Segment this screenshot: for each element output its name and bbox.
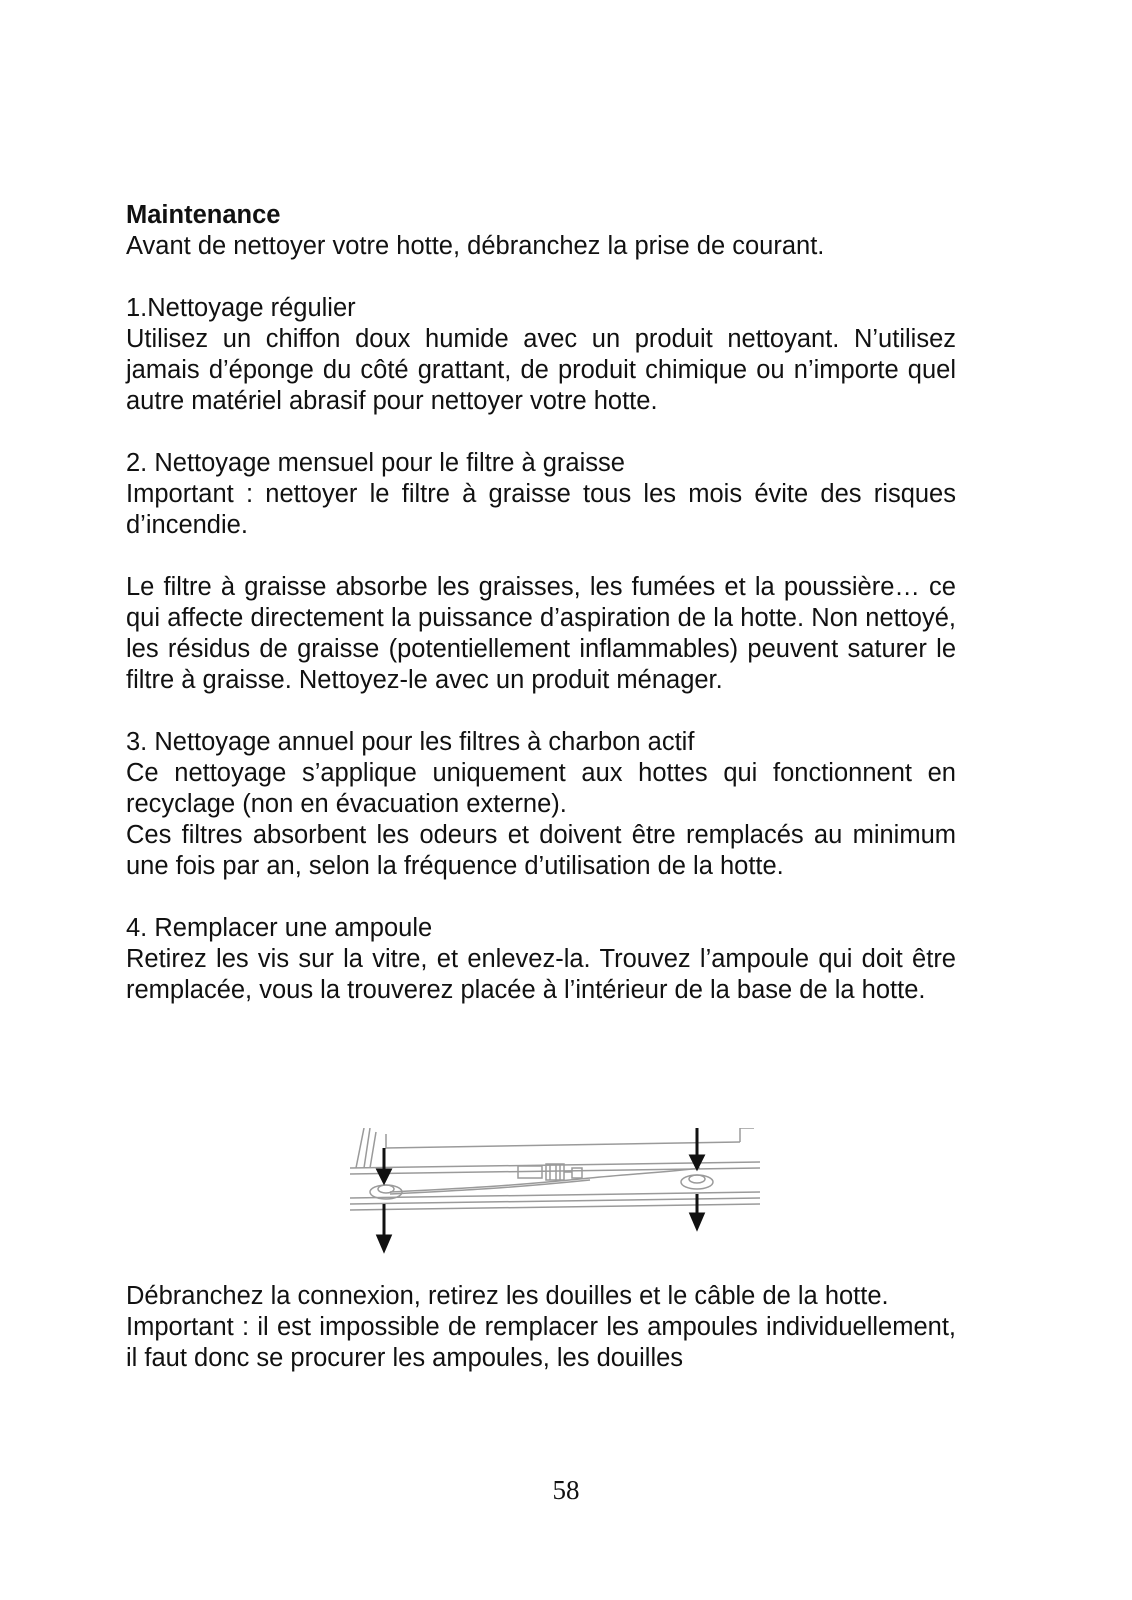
lamp-replacement-illustration	[350, 1128, 780, 1256]
section1-title: 1.Nettoyage régulier	[126, 294, 356, 322]
page-number: 58	[552, 1475, 580, 1505]
section-heading: Maintenance	[126, 201, 281, 229]
section1-text: Utilisez un chiffon doux humide avec un produit nettoyant. N’utilisez jamais d’éponge du côté grattant, de produit chimique ou n’importe quel autre matériel abrasif pour nettoyer votre hotte.	[126, 325, 956, 415]
maintenance-content	[126, 200, 956, 1006]
after-figure-content	[126, 1281, 956, 1374]
section3-text-1: Ce nettoyage s’applique uniquement aux hottes qui fonctionnent en recyclage (non en évacuation externe).	[126, 759, 956, 818]
arrow-down-icon	[691, 1214, 703, 1228]
section3-text-2: Ces filtres absorbent les odeurs et doivent être remplacés au minimum une fois par an, selon la fréquence d’utilisation de la hotte.	[126, 821, 956, 880]
spacer	[126, 696, 956, 727]
intro-text: Avant de nettoyer votre hotte, débranchez la prise de courant.	[126, 232, 825, 260]
section2-title: 2. Nettoyage mensuel pour le filtre à graisse	[126, 449, 625, 477]
arrow-down-icon	[691, 1156, 703, 1168]
section3-title: 3. Nettoyage annuel pour les filtres à charbon actif	[126, 728, 695, 756]
section4-title: 4. Remplacer une ampoule	[126, 914, 433, 942]
section4-text: Retirez les vis sur la vitre, et enlevez-la. Trouvez l’ampoule qui doit être remplacée, vous la trouverez placée à l’intérieur de la base de la hotte.	[126, 945, 956, 1004]
hood-base-diagram	[350, 1128, 780, 1256]
arrow-down-icon	[378, 1236, 390, 1250]
section2-text: Le filtre à graisse absorbe les graisses, les fumées et la poussière… ce qui affecte directement la puissance d’aspiration de la hotte. Non nettoyé, les résidus de graisse (potentiellement inflammables) peuvent saturer le filtre à graisse. Nettoyez-le avec un produit ménager.	[126, 573, 956, 694]
spacer	[126, 417, 956, 448]
spacer	[126, 541, 956, 572]
spacer	[126, 882, 956, 913]
spacer	[126, 262, 956, 293]
arrow-down-icon	[378, 1170, 390, 1182]
section2-important: Important : nettoyer le filtre à graisse tous les mois évite des risques d’incendie.	[126, 480, 956, 539]
after-figure-text-2: Important : il est impossible de remplacer les ampoules individuellement, il faut donc se procurer les ampoules, les douilles	[126, 1313, 956, 1372]
after-figure-text-1: Débranchez la connexion, retirez les douilles et le câble de la hotte.	[126, 1282, 889, 1310]
